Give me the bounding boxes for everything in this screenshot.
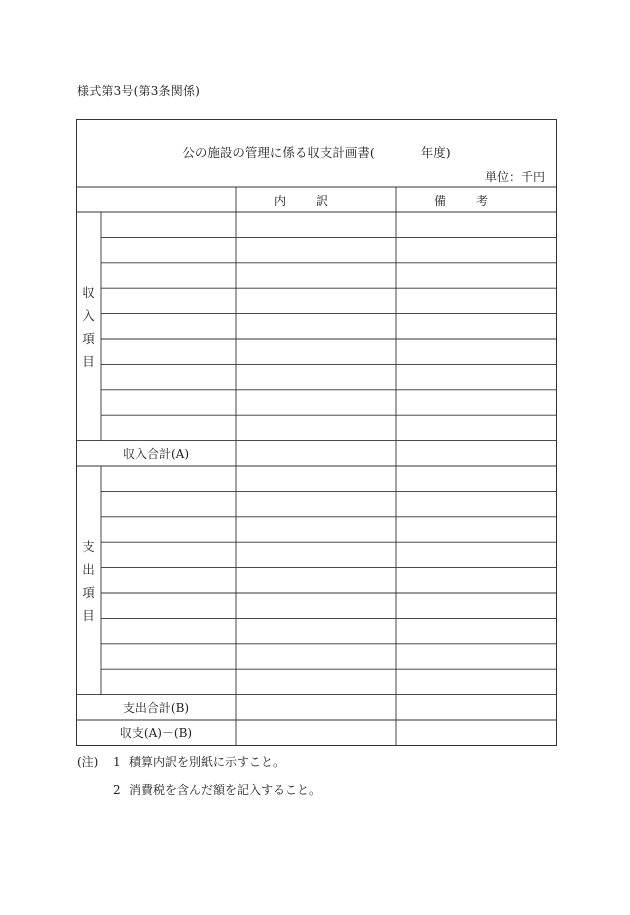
note-text: 積算内訳を別紙に示すこと。 xyxy=(129,755,286,769)
note-item xyxy=(77,784,321,812)
vertical-label-char: 支 xyxy=(82,539,95,554)
vertical-label-char: 項 xyxy=(82,331,95,346)
vertical-label-char: 目 xyxy=(82,608,95,623)
income-total-label: 収入合計(A) xyxy=(122,447,190,461)
title-suffix: 年度) xyxy=(420,145,451,160)
table-border xyxy=(77,120,557,746)
document-title xyxy=(76,147,557,160)
vertical-label-char: 目 xyxy=(82,354,95,369)
note-number: 2 xyxy=(113,783,121,797)
vertical-label-char: 項 xyxy=(82,585,95,600)
header-breakdown: 内訳 xyxy=(273,194,358,208)
header-remarks: 備考 xyxy=(433,194,518,208)
unit-label: 単位：千円 xyxy=(484,170,545,184)
title-prefix: 公の施設の管理に係る収支計画書( xyxy=(182,145,375,160)
form-number: 様式第3号(第3条関係) xyxy=(77,84,201,98)
expense-items-label xyxy=(76,535,101,627)
vertical-label-char: 入 xyxy=(82,308,95,323)
note-mark: (注) xyxy=(77,755,99,769)
note-number: 1 xyxy=(113,755,121,769)
note-item xyxy=(77,756,321,784)
balance-label: 収支(A)－(B) xyxy=(119,726,193,740)
vertical-label-char: 出 xyxy=(82,562,95,577)
expense-total-label: 支出合計(B) xyxy=(122,701,190,715)
vertical-label-char: 収 xyxy=(82,285,95,300)
table-grid xyxy=(76,119,557,746)
note-text: 消費税を含んだ額を記入すること。 xyxy=(129,783,322,797)
notes xyxy=(77,756,321,812)
income-items-label xyxy=(76,281,101,373)
budget-table xyxy=(76,119,557,746)
